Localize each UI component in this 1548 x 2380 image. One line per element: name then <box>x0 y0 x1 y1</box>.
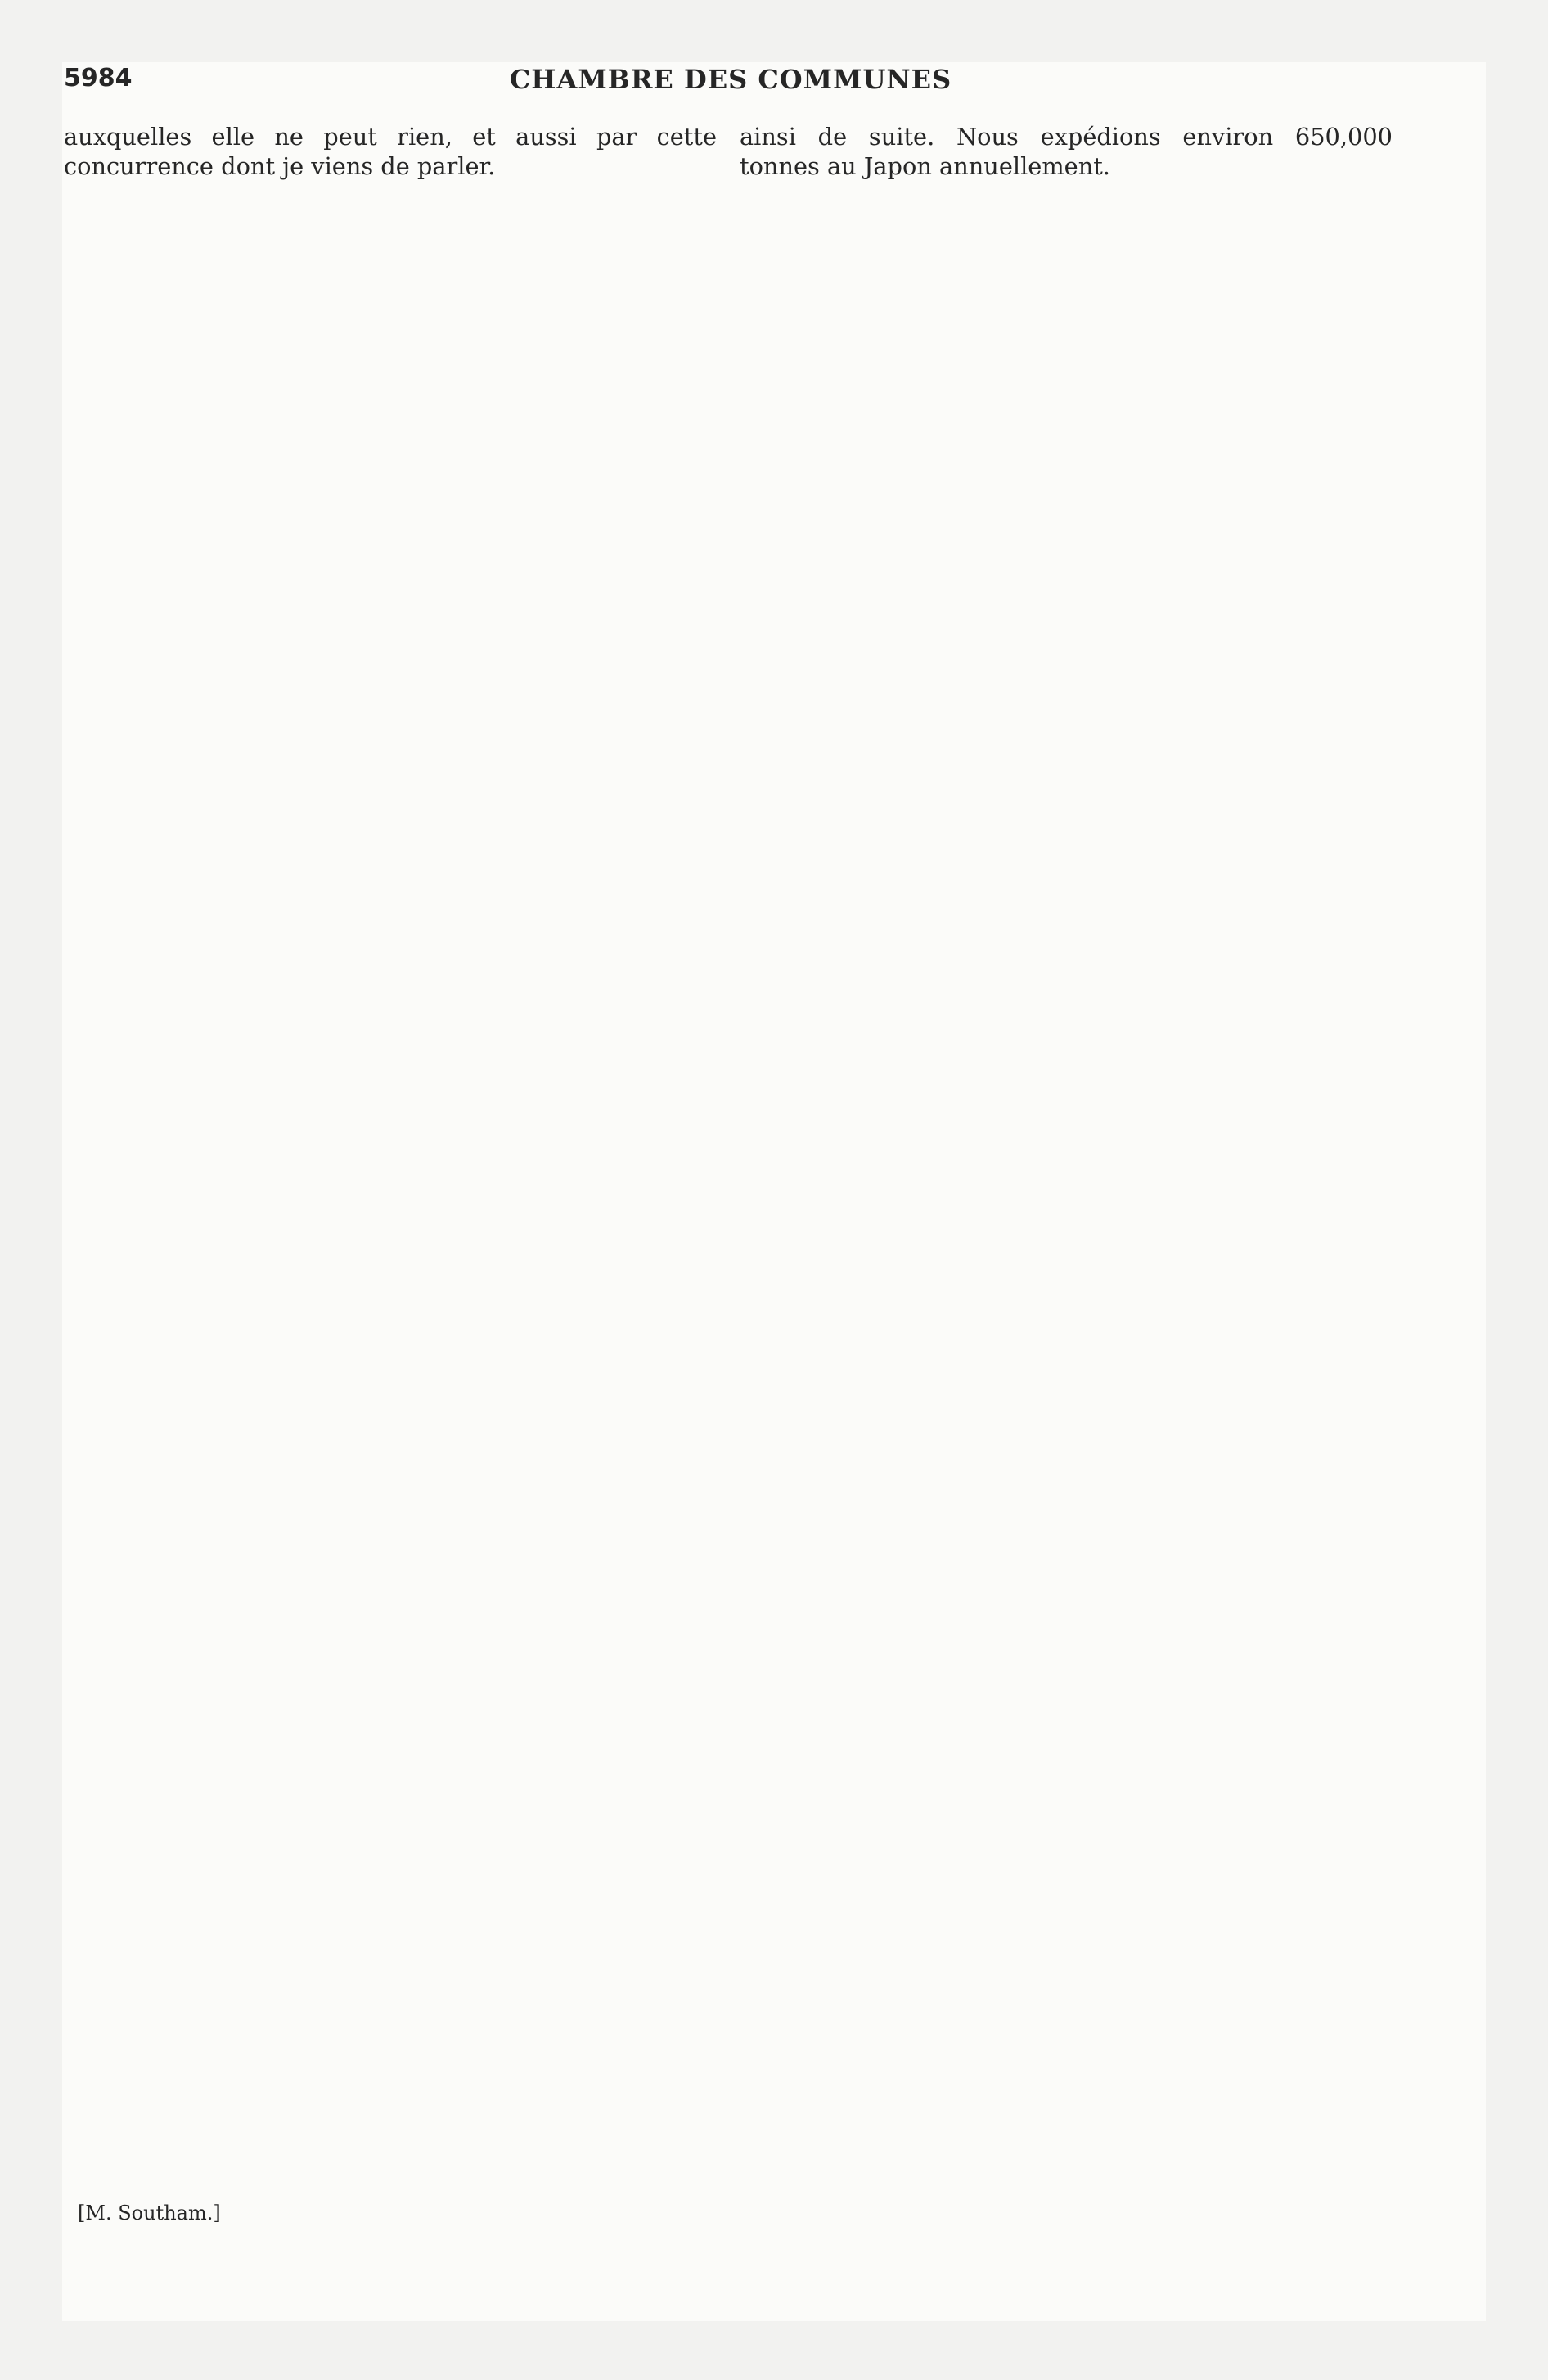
page-number: 5984 <box>64 64 133 92</box>
left-column <box>64 123 717 192</box>
right-column <box>740 123 1393 192</box>
page-header <box>64 64 1397 105</box>
paragraph: ainsi de suite. Nous expédions environ 650,000 tonnes au Japon annuellement. <box>740 123 1393 180</box>
page <box>62 62 1486 2321</box>
speaker-signature: [M. Southam.] <box>78 2202 221 2224</box>
paragraph: auxquelles elle ne peut rien, et aussi par cette concurrence dont je viens de parler. <box>64 123 717 180</box>
running-head: CHAMBRE DES COMMUNES <box>509 64 952 95</box>
